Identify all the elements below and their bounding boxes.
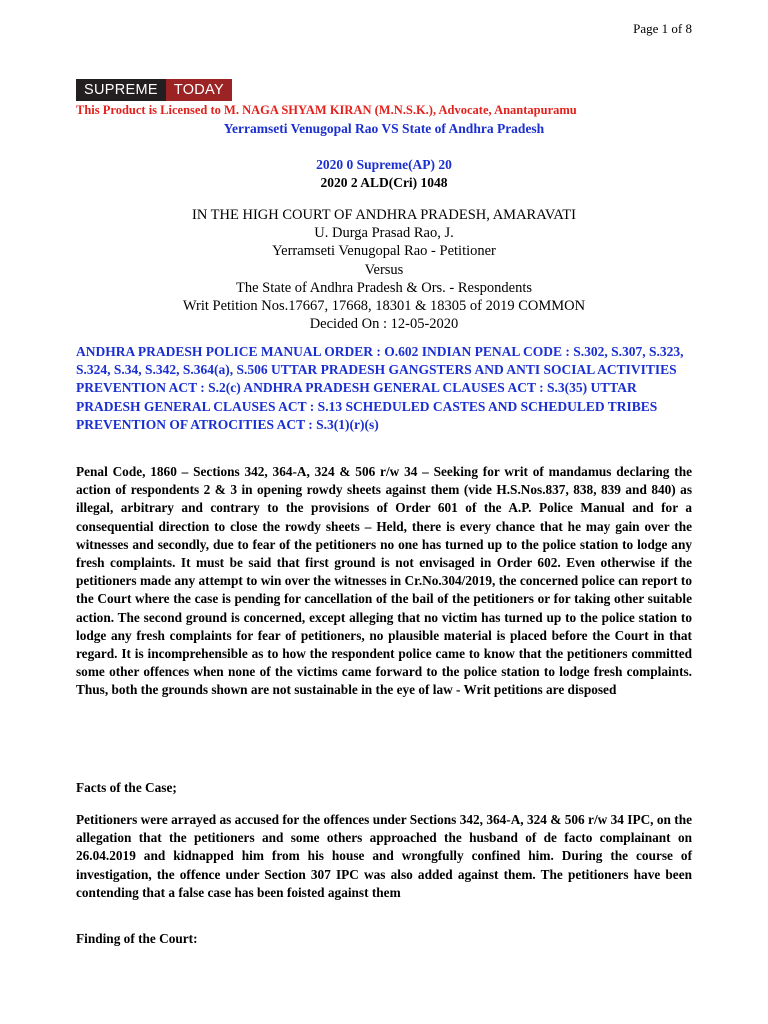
- supreme-today-logo: [76, 79, 232, 101]
- license-line: This Product is Licensed to M. NAGA SHYAM KIRAN (M.N.S.K.), Advocate, Anantapuramu: [76, 103, 577, 117]
- respondents: The State of Andhra Pradesh & Ors. - Respondents: [236, 279, 532, 296]
- versus: Versus: [364, 261, 404, 278]
- case-title: Yerramseti Venugopal Rao VS State of Andhra Pradesh: [223, 121, 545, 136]
- citation-ald: 2020 2 ALD(Cri) 1048: [320, 175, 448, 190]
- page-number: Page 1 of 8: [633, 21, 692, 36]
- citation-supreme: 2020 0 Supreme(AP) 20: [316, 157, 452, 172]
- court-name: IN THE HIGH COURT OF ANDHRA PRADESH, AMARAVATI: [192, 207, 576, 223]
- facts-heading: Facts of the Case;: [76, 780, 177, 795]
- court-details: [76, 206, 692, 333]
- finding-heading: Finding of the Court:: [76, 931, 198, 946]
- facts-paragraph: Petitioners were arrayed as accused for the offences under Sections 342, 364-A, 324 & 506 r/w 34 IPC, on the allegation that the petitioners and some others approached the husband of de facto complainant on 26.04.2019 and kidnapped him from his house and wrongfully confined him. During the course of investigation, the offence under Section 307 IPC was also added against them. The petitioners have been contending that a false case has been foisted against them: [76, 812, 692, 900]
- judge-name: U. Durga Prasad Rao, J.: [314, 225, 454, 242]
- decided-on: Decided On : 12-05-2020: [309, 316, 459, 333]
- logo-part-supreme: SUPREME: [76, 79, 166, 101]
- headnote: Penal Code, 1860 – Sections 342, 364-A, 324 & 506 r/w 34 – Seeking for writ of mandamus declaring the action of respondents 2 & 3 in opening rowdy sheets against them (vide H.S.Nos.837, 838, 839 and 840) as illegal, arbitrary and contrary to the provisions of Order 601 of the A.P. Police Manual and for a consequential direction to close the rowdy sheets – Held, there is every chance that he may gain over the witnesses and secondly, due to fear of the petitioners no one has turned up to the police station to lodge any fresh complaints. It must be said that first ground is not envisaged in Order 602. Even otherwise if the petitioners made any attempt to win over the witnesses in Cr.No.304/2019, the concerned police can report to the Court where the case is pending for cancellation of the bail of the petitioners or for taking other suitable action. The second ground is concerned, except alleging that no victim has turned up to the police station to lodge any fresh complaints for fear of petitioners, no plausible material is placed before the Court in that regard. It is incomprehensible as to how the respondent police came to know that the petitioners committed some other offences when none of the victims came forward to the police station to lodge fresh complaints. Thus, both the grounds shown are not sustainable in the eye of law - Writ petitions are disposed: [76, 464, 692, 698]
- writ-petition-numbers: Writ Petition Nos.17667, 17668, 18301 & 18305 of 2019 COMMON: [182, 297, 586, 314]
- logo-part-today: TODAY: [166, 79, 232, 101]
- petitioner: Yerramseti Venugopal Rao - Petitioner: [272, 243, 496, 260]
- acts-referred: ANDHRA PRADESH POLICE MANUAL ORDER : O.602 INDIAN PENAL CODE : S.302, S.307, S.323, S.324, S.34, S.342, S.364(a), S.506 UTTAR PRADESH GANGSTERS AND ANTI SOCIAL ACTIVITIES PREVENTION ACT : S.2(c) ANDHRA PRADESH GENERAL CLAUSES ACT : S.3(35) UTTAR PRADESH GENERAL CLAUSES ACT : S.13 SCHEDULED CASTES AND SCHEDULED TRIBES PREVENTION OF ATROCITIES ACT : S.3(1)(r)(s): [76, 344, 684, 432]
